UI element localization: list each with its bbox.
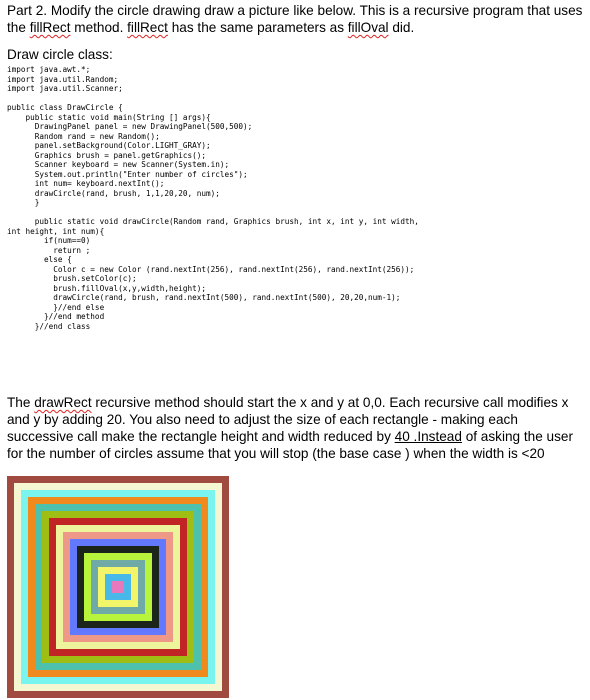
code-line: public static void main(String [] args){ [7, 112, 211, 122]
code-line: if(num==0) [7, 236, 91, 245]
code-listing [7, 65, 567, 331]
intro-paragraph [7, 2, 585, 36]
code-line: return ; [7, 245, 91, 255]
code-line: Graphics brush = panel.getGraphics(); [7, 150, 207, 160]
code-line: else { [7, 255, 72, 264]
code-line: Random rand = new Random(); [7, 131, 160, 141]
code-line: Color c = new Color (rand.nextInt(256), rand.nextInt(256), rand.nextInt(256)); [7, 264, 415, 274]
code-line: brush.setColor(c); [7, 274, 137, 283]
code-line: }//end else [7, 302, 105, 312]
intro-text-1: Modify the circle drawing draw a picture like below. This is a recursive program that uses the [7, 3, 583, 35]
task-text-2: recursive method should start the x and y at 0,0. Each recursive call modifies x and y by adding 20. You also need to adjust the size of each rectangle - making each successive call make the rectangle height and width reduced by [7, 395, 569, 444]
code-line: int height, int num){ [7, 226, 105, 236]
intro-text-2: method. [70, 20, 128, 35]
code-line: }//end class [7, 321, 91, 331]
intro-text-4: did. [388, 20, 415, 35]
task-text-1: The [7, 395, 35, 410]
intro-text-3: has the same parameters as [167, 20, 348, 35]
code-line: public class DrawCircle { [7, 103, 123, 112]
code-line: Scanner keyboard = new Scanner(System.in); [7, 160, 230, 169]
code-line: }//end method [7, 312, 105, 321]
code-line: import java.util.Random; [7, 74, 119, 84]
task-paragraph [7, 394, 585, 462]
code-line: int num= keyboard.nextInt(); [7, 179, 165, 188]
filloval-word: fillOval [347, 20, 389, 35]
code-line: drawCircle(rand, brush, 1,1,20,20, num); [7, 188, 220, 198]
drawrect-word: drawRect [34, 395, 92, 410]
code-line: drawCircle(rand, brush, rand.nextInt(500), rand.nextInt(500), 20,20,num-1); [7, 293, 401, 302]
part-label: Part 2. [7, 3, 48, 18]
code-line: import java.awt.*; [7, 65, 91, 74]
code-line: public static void drawCircle(Random rand, Graphics brush, int x, int y, int width, [7, 217, 419, 226]
code-line: panel.setBackground(Color.LIGHT_GRAY); [7, 141, 211, 150]
fillrect-word-2: fillRect [127, 20, 168, 35]
square-15 [112, 581, 124, 593]
code-line: import java.util.Scanner; [7, 84, 123, 93]
draw-circle-class-heading: Draw circle class: [7, 47, 113, 62]
fillrect-word-1: fillRect [29, 20, 71, 35]
forty-instead-word: 40 .Instead [394, 429, 462, 444]
nested-squares-picture [7, 476, 229, 698]
code-line: } [7, 198, 40, 207]
task-text-3: of asking the user for the number of circles assume that you will stop (the base case ) when the width is <20 [7, 429, 574, 461]
code-line: System.out.println("Enter number of circles"); [7, 169, 248, 179]
code-line: DrawingPanel panel = new DrawingPanel(500,500); [7, 122, 253, 131]
code-line: brush.fillOval(x,y,width,height); [7, 283, 207, 293]
